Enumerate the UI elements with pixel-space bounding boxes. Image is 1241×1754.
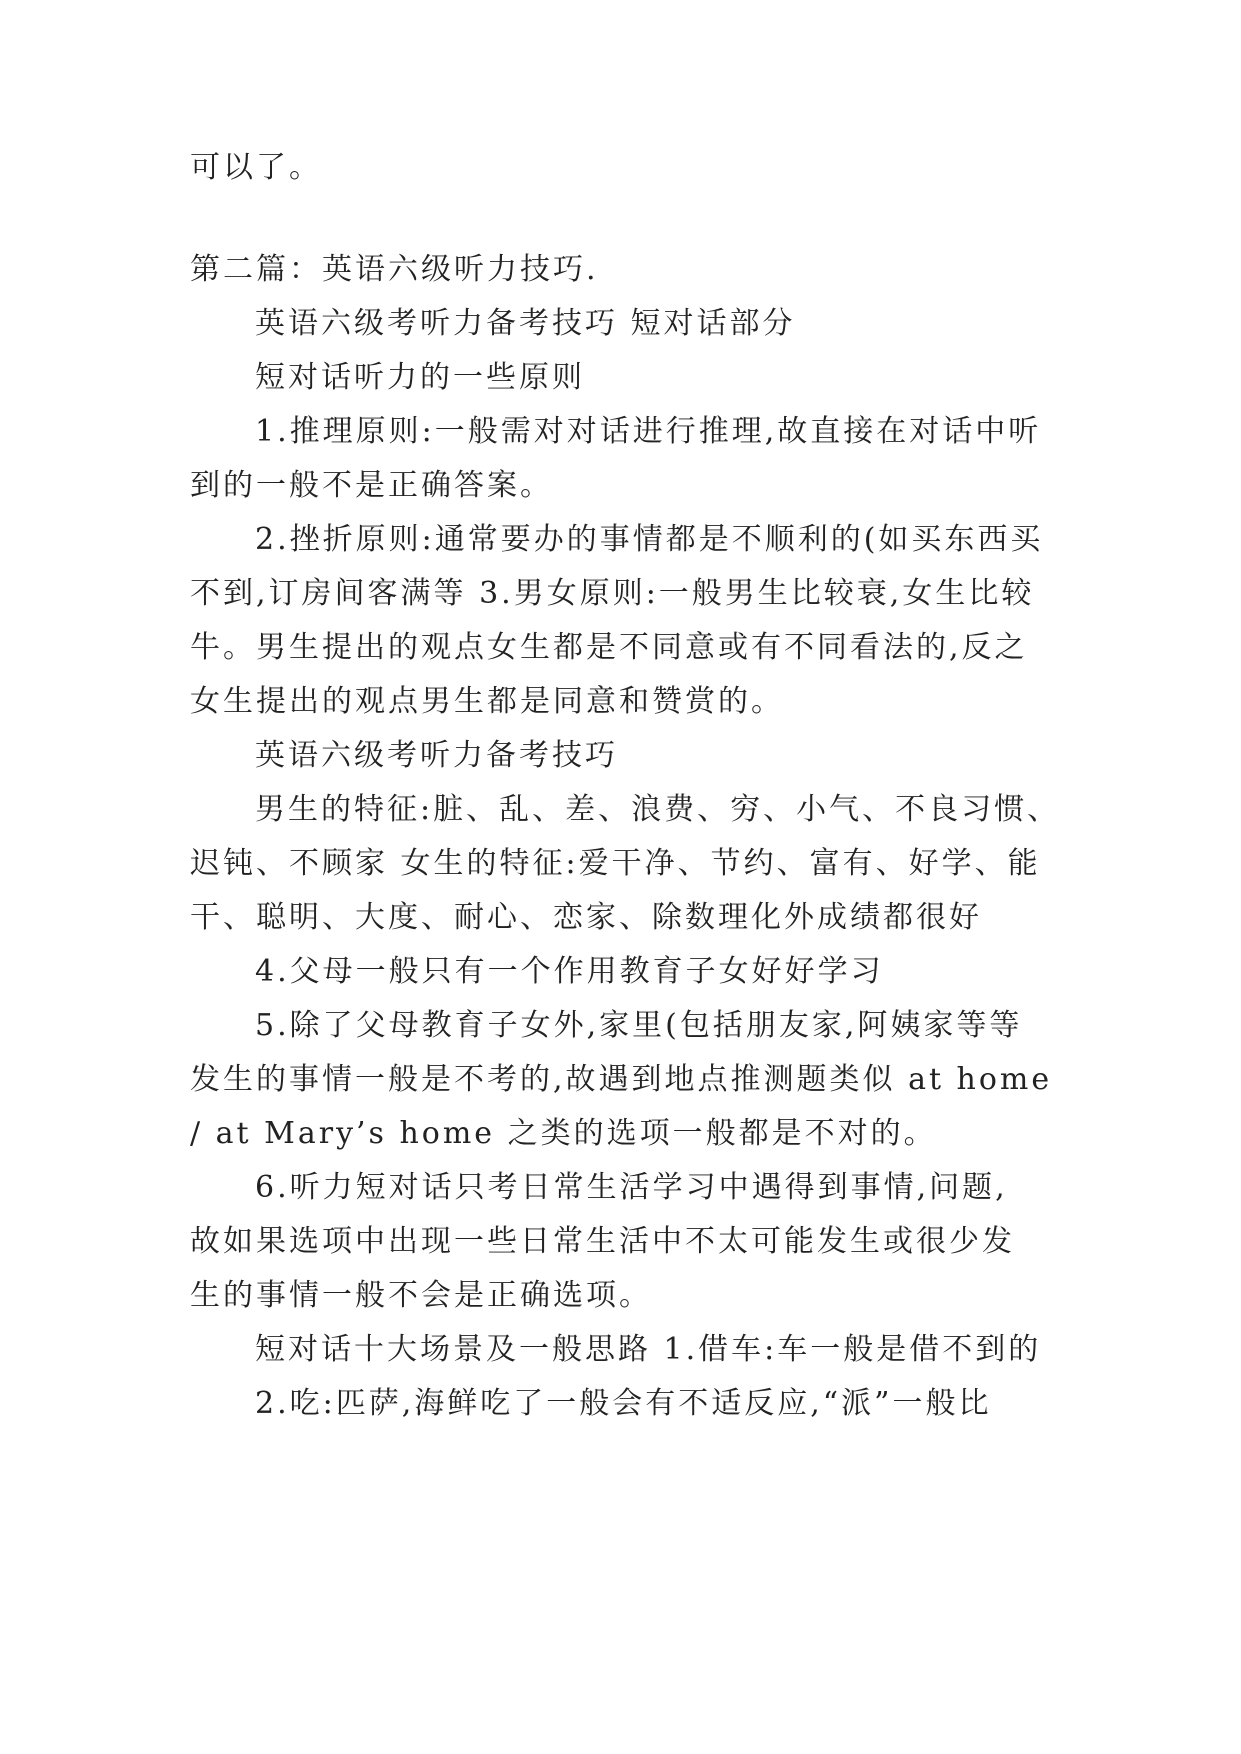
- text-line: 牛。男生提出的观点女生都是不同意或有不同看法的,反之: [190, 630, 1028, 665]
- text-line: 2.挫折原则:通常要办的事情都是不顺利的(如买东西买: [255, 522, 1044, 557]
- text-line: 1.推理原则:一般需对对话进行推理,故直接在对话中听: [255, 414, 1042, 449]
- text-line: 不到,订房间客满等 3.男女原则:一般男生比较衰,女生比较: [190, 576, 1035, 611]
- subheading: 英语六级考听力备考技巧 短对话部分: [255, 306, 796, 341]
- text-line: 生的事情一般不会是正确选项。: [190, 1278, 652, 1313]
- text-line: 迟钝、不顾家 女生的特征:爱干净、节约、富有、好学、能: [190, 846, 1041, 881]
- text-line: 5.除了父母教育子女外,家里(包括朋友家,阿姨家等等: [255, 1008, 1023, 1043]
- text-line: 2.吃:匹萨,海鲜吃了一般会有不适反应,“派”一般比: [255, 1386, 992, 1421]
- text-line: 可以了。: [190, 150, 322, 185]
- text-line: / at Mary’s home 之类的选项一般都是不对的。: [190, 1116, 937, 1151]
- text-line: 6.听力短对话只考日常生活学习中遇得到事情,问题,: [255, 1170, 1008, 1205]
- text-line: 故如果选项中出现一些日常生活中不太可能发生或很少发: [190, 1224, 1015, 1259]
- text-line: 到的一般不是正确答案。: [190, 468, 553, 503]
- text-line: 男生的特征:脏、乱、差、浪费、穷、小气、不良习惯、: [255, 792, 1061, 827]
- text-line: 短对话十大场景及一般思路 1.借车:车一般是借不到的: [255, 1332, 1042, 1367]
- section-heading: 第二篇：英语六级听力技巧.: [190, 252, 599, 287]
- text-line: 发生的事情一般是不考的,故遇到地点推测题类似 at home: [190, 1062, 1053, 1097]
- text-line: 4.父母一般只有一个作用教育子女好好学习: [255, 954, 884, 989]
- text-line: 干、聪明、大度、耐心、恋家、除数理化外成绩都很好: [190, 900, 982, 935]
- subheading: 英语六级考听力备考技巧: [255, 738, 618, 773]
- text-line: 女生提出的观点男生都是同意和赞赏的。: [190, 684, 784, 719]
- subheading: 短对话听力的一些原则: [255, 360, 585, 395]
